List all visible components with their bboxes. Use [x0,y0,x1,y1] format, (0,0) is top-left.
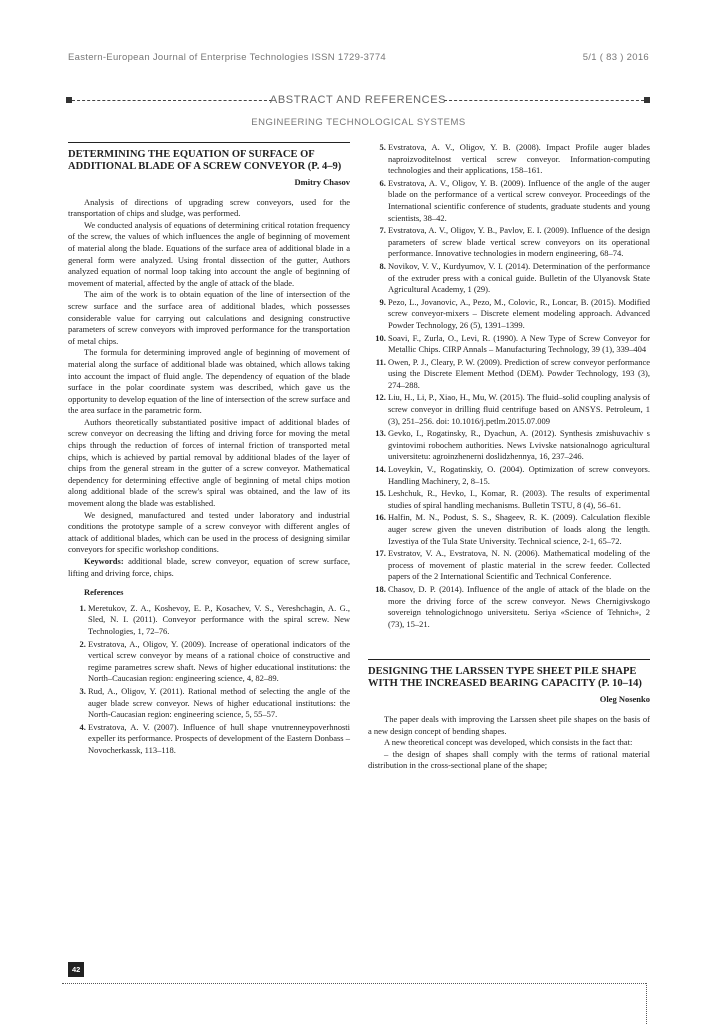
article2-title: DESIGNING THE LARSSEN TYPE SHEET PILE SHAPE WITH THE INCREASED BEARING CAPACITY (P. 10–14) [368,666,642,690]
keywords [68,556,350,579]
article2-author: Oleg Nosenko [599,694,650,705]
abstract-paragraph: A new theoretical concept was developed, which consists in the fact that: [384,737,633,748]
subsection-title: ENGINEERING TECHNOLOGICAL SYSTEMS [251,117,466,128]
reference-item: 12. Liu, H., Li, P., Xiao, H., Mu, W. (2015). The fluid–solid coupling analysis of screw conveyor in drilling fluid centrifuge based on ANSYS. Petroleum, 1 (3), 251–256. doi: 10.1016/j.petlm.2015.07.009 [388,392,650,427]
abstract-paragraph: The aim of the work is to obtain equation of the line of intersection of the screw surface and the surface area of additional blades, which possesses considerable value for carrying out calculations and designing constructive parameters of screw conveyors with improved performance for the transportation of metal chips. [68,289,350,346]
reference-item: 16. Halfin, M. N., Podust, S. S., Shageev, R. K. (2009). Calculation flexible auger screw given the uneven distribution of loads along the length. Izvestiya of the Tula State University. Technical science, 2-1, 65–72. [388,512,650,547]
abstract-paragraph: – the design of shapes shall comply with the terms of rational material distribution in the cross-sectional plane of the shape; [368,748,650,771]
page-number: 42 [68,962,84,977]
reference-item: 17. Evstratov, V. A., Evstratova, N. N. (2006). Mathematical modeling of the process of movement of plastic material in the screw feeder. Collected papers of the 2 International Scientific and Technical Conference. [388,548,650,583]
article-gap [368,631,650,659]
reference-item: 11. Owen, P. J., Cleary, P. W. (2009). Prediction of screw conveyor performance using the Discrete Element Method (DEM). Powder Technology, 193 (3), 274–288. [388,357,650,392]
reference-item: 18. Chasov, D. P. (2014). Influence of the angle of attack of the blade on the more the driving force of the screw conveyor. News Chernigivskogo sovereign tehnologichnogo universitetu. Seriya «Science of Tehnich», 2 (73), 15–21. [388,584,650,630]
abstract-paragraph: We designed, manufactured and tested under laboratory and industrial conditions the prototype sample of a screw conveyor with different angles of attack of additional blades, which can be used in the process of designing similar conveyors for specific workshop conditions. [68,509,350,555]
article1-author: Dmitry Chasov [294,177,350,187]
section-banner [66,93,650,109]
reference-item: 9. Pezo, L., Jovanovic, A., Pezo, M., Colovic, R., Loncar, B. (2015). Modified screw conveyor-mixers – Discrete element modeling approach. Advanced Powder Technology, 26 (5), 1391–1399. [388,297,650,332]
reference-list [68,603,350,757]
footer-dotted-vertical [646,983,647,1024]
left-column [68,142,350,758]
abstract-paragraph: The formula for determining improved angle of beginning of movement of material along the surface of additional blade was obtained, which allows taking into account the impact of fluid angle. The dependency of equation of the blade surface in the polar coordinate system was described, which gave us the opportunity to develop equation of the line of intersection of the screw surface and the area surface in the parametric form. [68,347,350,416]
issue-number: 5/1 ( 83 ) 2016 [582,52,649,63]
journal-header: Eastern-European Journal of Enterprise Technologies ISSN 1729-3774 [68,52,387,63]
abstract-paragraph: Analysis of directions of upgrading screw conveyors, used for the transportation of chips and sludge, was performed. [68,196,350,219]
abstract-paragraph: We conducted analysis of equations of determining critical rotation frequency of the screw, the values of which influences the angle of beginning of movement of material along the blade. Equations of the surface area of additional blade in a general form were analyzed. Using frontal dissection of the gutter, Authors analyzed equation of normal loop taking into account the angle of beginning of movement of material, affected by the angle of attack of the blade. [68,219,350,288]
reference-item: 1. Meretukov, Z. A., Koshevoy, E. P., Kosachev, V. S., Vereshchagin, A. G., Sled, N. I. (2011). Conveyor performance with the spiral screw. New Technologies, 1, 72–76. [88,603,350,638]
reference-item: 14. Loveykin, V., Rogatinskiy, O. (2004). Optimization of screw conveyors. Handling Machinery, 2, 8–15. [388,464,650,487]
abstract-paragraph: Authors theoretically substantiated positive impact of additional blades of screw conveyor on decreasing the lifting and driving force for moving the metal chips through the reduction of forces of internal friction of transported metal chips, which is achieved by partial removal by additional blades of the layer of chips from the general stream in the gutter of a screw conveyor. Mathematical dependency for determining effective angle of beginning of metal chips motion along additional blade of the screw's spiral was obtained, and the law of its movement along the blade was established. [68,416,350,509]
reference-item: 8. Novikov, V. V., Kurdyumov, V. I. (2014). Determination of the performance of the extruder press with a conical guide. Bulletin of the Ulyanovsk State Agricultural Academy, 1 (29). [388,261,650,296]
title-rule [368,659,650,660]
section-title: ABSTRACT AND REFERENCES [269,94,447,106]
abstract-paragraph: The paper deals with improving the Larssen sheet pile shapes on the basis of a new design concept of bending shapes. [368,713,650,736]
reference-item: 6. Evstratova, A. V., Oligov, Y. B. (2009). Influence of the angle of the auger blade on the performance of a vertical screw conveyor. Proceedings of the International scientific conference of students, graduate students and young scientists, 38–42. [388,178,650,224]
reference-item: 2. Evstratova, A., Oligov, Y. (2009). Increase of operational indicators of the vertical screw conveyor by means of a rational choice of constructive and regime parametres screw shaft. News of higher educational institutions: the North–Caucasian region: engineering science, 4, 82–89. [88,639,350,685]
keywords-label: Keywords: [84,556,124,566]
title-rule [68,142,350,143]
reference-item: 15. Leshchuk, R., Hevko, I., Komar, R. (2003). The results of experimental studies of spiral handling mechanisms. Bulletin TSTU, 8 (4), 56–61. [388,488,650,511]
reference-list-continued [368,142,650,630]
reference-item: 13. Gevko, I., Rogatinsky, R., Dyachun, A. (2012). Synthesis zmishuvachiv s gvintovimi robochem authorities. News Lvivske natsionalnogo agricultural universitetu: agroinzhenerni doslidzhennya, 16, 237–246. [388,428,650,463]
footer-dotted-line [62,983,646,984]
right-column [368,142,650,772]
banner-square-right [644,97,650,103]
reference-item: 7. Evstratova, A. V., Oligov, Y. B., Pavlov, E. I. (2009). Influence of the design parameters of screw blade vertical screw conveyors on its operational performance. Innovative technologies in modern engineering, 68–74. [388,225,650,260]
reference-item: 3. Rud, A., Oligov, Y. (2011). Rational method of selecting the angle of the auger blade screw conveyor. News of higher educational institutions: the North-Caucasian region: engineering science, 5, 55–57. [88,686,350,721]
article1-title: DETERMINING THE EQUATION OF SURFACE OF ADDITIONAL BLADE OF A SCREW CONVEYOR (P. 4–9) [68,149,342,172]
references-heading: References [84,587,124,598]
reference-item: 4. Evstratova, A. V. (2007). Influence of hull shape vnutrenneypoverhnosti expeller its performance. Prospects of development of the Eastern Donbass – Novocherkassk, 113–118. [88,722,350,757]
reference-item: 5. Evstratova, A. V., Oligov, Y. B. (2008). Impact Profile auger blades naproizvoditelnost vertical screw conveyor. Information-computing technologies and their applications, 158–161. [388,142,650,177]
keywords-text: additional blade, screw conveyor, equation of screw surface, lifting and driving force, chips. [68,556,350,578]
banner-dash-right [444,100,644,101]
reference-item: 10. Soavi, F., Zurla, O., Levi, R. (1990). A New Type of Screw Conveyor for Metallic Chips. CIRP Annals – Manufacturing Technology, 39 (1), 339–404 [388,333,650,356]
